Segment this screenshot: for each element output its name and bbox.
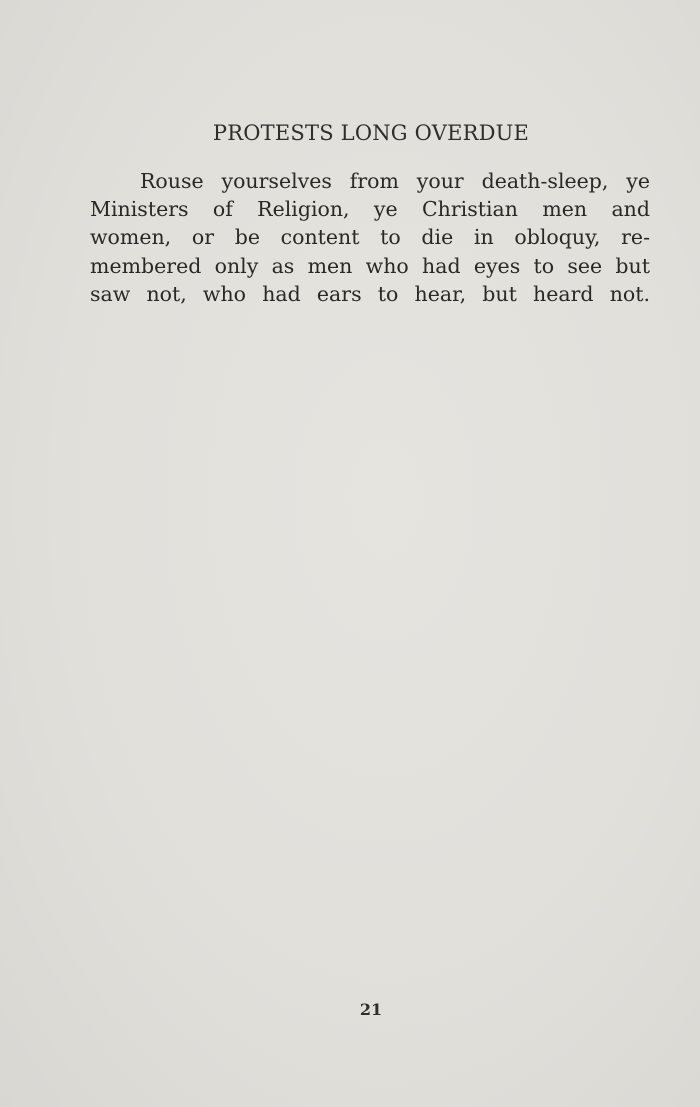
chapter-heading: PROTESTS LONG OVERDUE: [212, 121, 530, 145]
paragraph-line: saw not, who had ears to hear, but heard not.: [90, 281, 650, 306]
page-number: 21: [359, 1000, 383, 1019]
paragraph-line: membered only as men who had eyes to see but: [90, 253, 650, 278]
paragraph-line: Rouse yourselves from your death-sleep, ye: [140, 169, 650, 193]
paragraph-line: Ministers of Religion, ye Christian men and: [90, 197, 650, 222]
paragraph-line: women, or be content to die in obloquy, re-: [90, 225, 650, 250]
body-paragraph: [90, 167, 650, 308]
